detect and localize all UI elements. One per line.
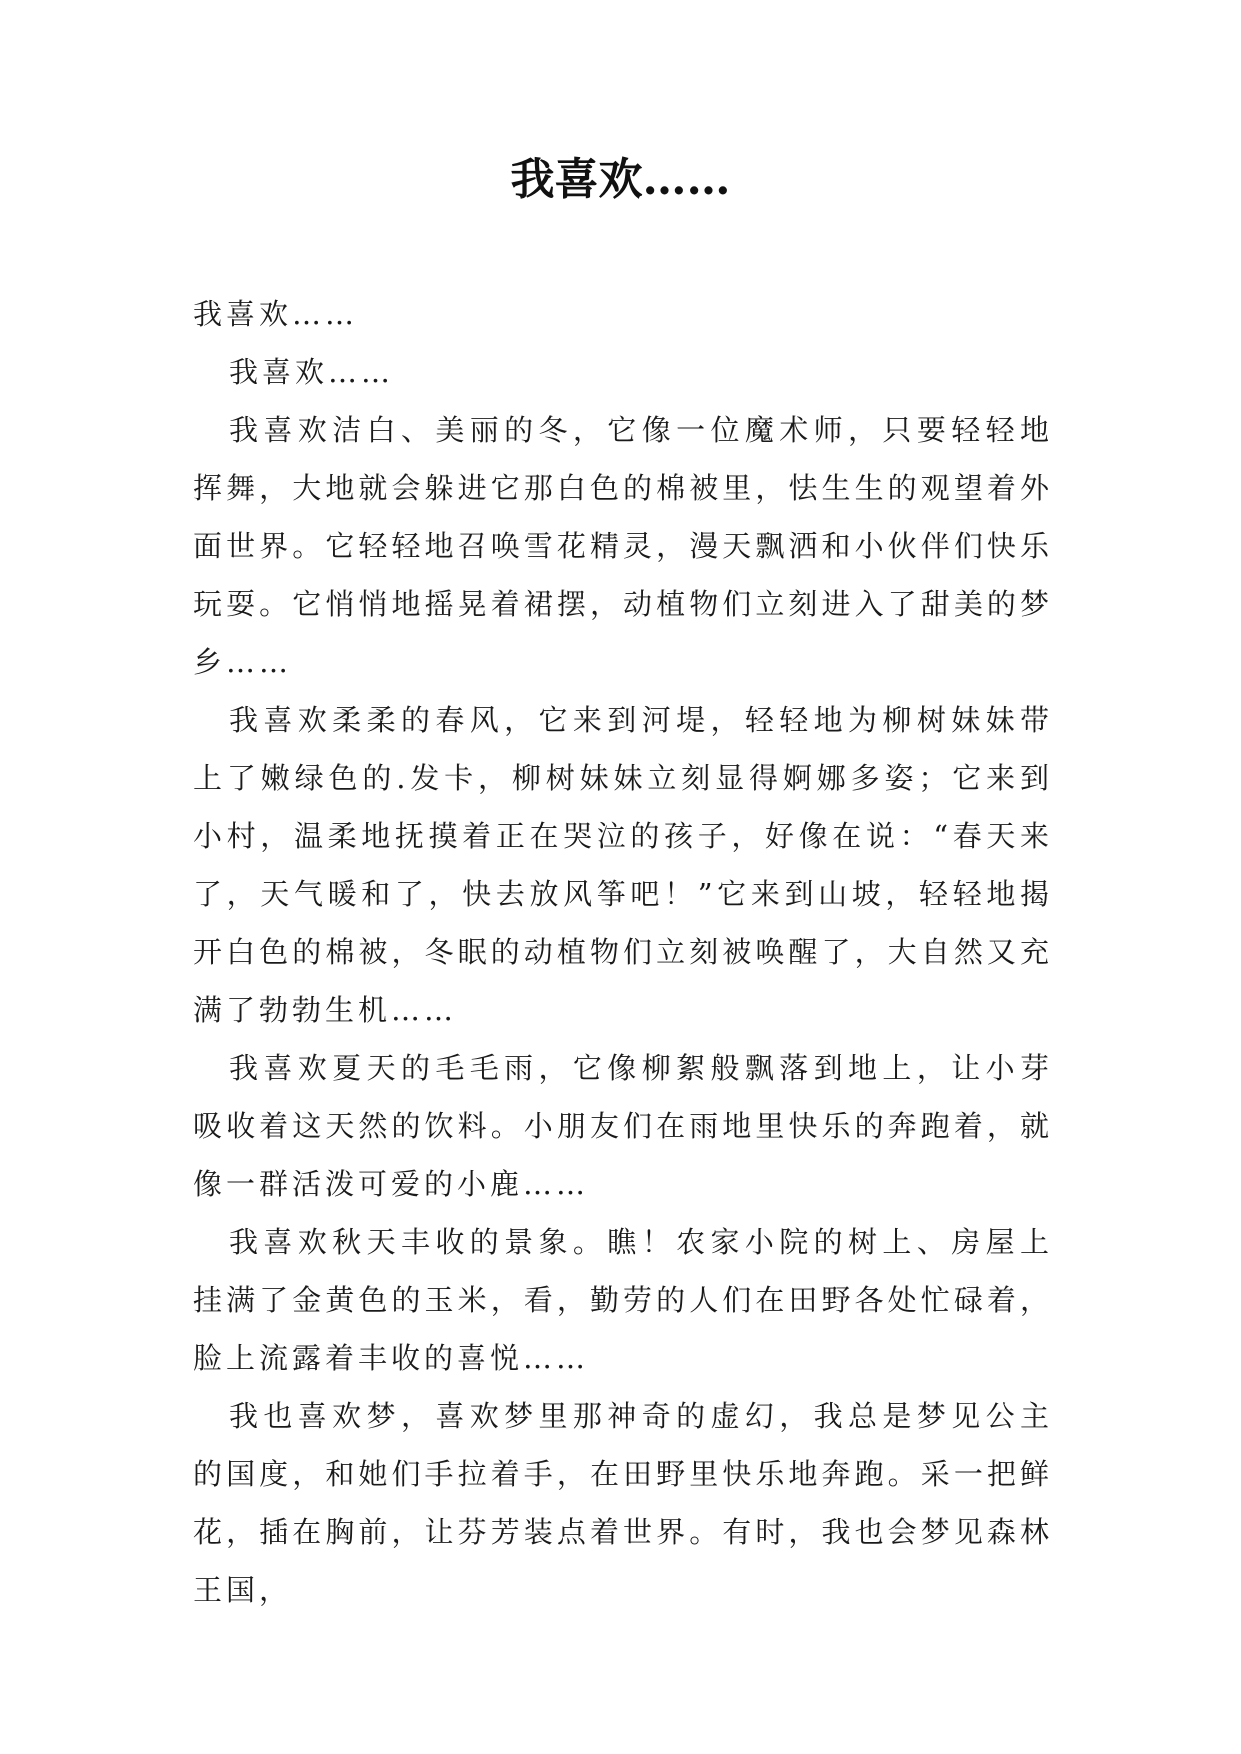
paragraph: 我也喜欢梦，喜欢梦里那神奇的虚幻，我总是梦见公主的国度，和她们手拉着手，在田野里快乐地奔跑。采一把鲜花，插在胸前，让芬芳装点着世界。有时，我也会梦见森林王国，: [193, 1399, 1053, 1607]
paragraph: 我喜欢秋天丰收的景象。瞧！农家小院的树上、房屋上挂满了金黄色的玉米，看，勤劳的人们在田野各处忙碌着，脸上流露着丰收的喜悦……: [193, 1225, 1053, 1375]
paragraph: 我喜欢夏天的毛毛雨，它像柳絮般飘落到地上，让小芽吸收着这天然的饮料。小朋友们在雨地里快乐的奔跑着，就像一群活泼可爱的小鹿……: [193, 1051, 1053, 1201]
paragraph-heading: 我喜欢……: [193, 297, 359, 331]
paragraph: 我喜欢……: [229, 355, 395, 389]
document-title: 我喜欢……: [510, 154, 731, 205]
paragraph: 我喜欢洁白、美丽的冬，它像一位魔术师，只要轻轻地挥舞，大地就会躲进它那白色的棉被里，怯生生的观望着外面世界。它轻轻地召唤雪花精灵，漫天飘洒和小伙伴们快乐玩耍。它悄悄地摇晃着裙摆，动植物们立刻进入了甜美的梦乡……: [193, 413, 1053, 679]
document-body: [193, 285, 1053, 1619]
paragraph: 我喜欢柔柔的春风，它来到河堤，轻轻地为柳树妹妹带上了嫩绿色的.发卡，柳树妹妹立刻显得婀娜多姿；它来到小村，温柔地抚摸着正在哭泣的孩子，好像在说：“春天来了，天气暖和了，快去放风筝吧！”它来到山坡，轻轻地揭开白色的棉被，冬眠的动植物们立刻被唤醒了，大自然又充满了勃勃生机……: [193, 703, 1053, 1027]
